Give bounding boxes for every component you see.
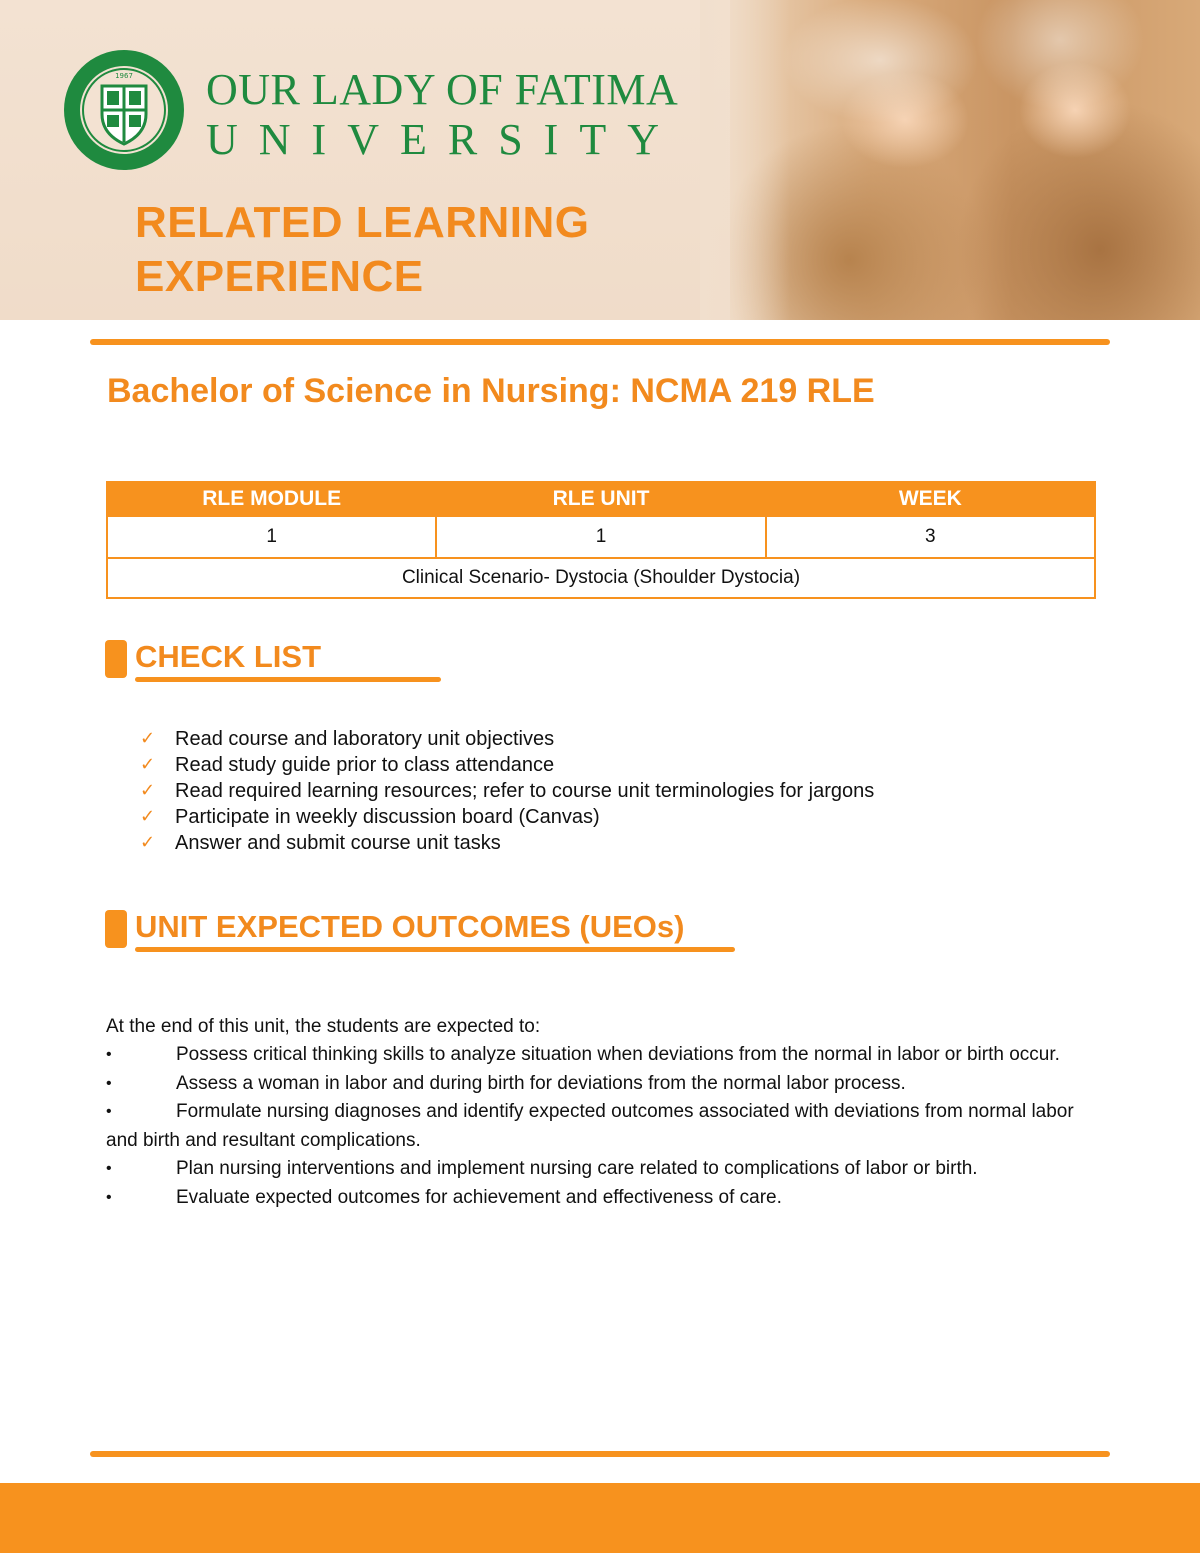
cell-week: 3 — [766, 516, 1095, 558]
ueo-item-text: Possess critical thinking skills to analyze situation when deviations from the normal in labor or birth occur. — [176, 1044, 1060, 1065]
footer-bar — [0, 1483, 1200, 1553]
ueo-item-text: Evaluate expected outcomes for achievement and effectiveness of care. — [176, 1186, 782, 1208]
university-name-line2: UNIVERSITY — [206, 115, 680, 164]
list-item — [106, 1041, 1106, 1070]
checklist-item-text: Read course and laboratory unit objectives — [175, 728, 555, 750]
bullet: • — [106, 1160, 112, 1177]
table-row — [107, 516, 1095, 558]
checklist-item-text: Participate in weekly discussion board (Canvas) — [175, 806, 600, 828]
list-item — [140, 752, 874, 778]
check-icon: ✓ — [140, 832, 156, 853]
nurses-photo — [730, 0, 1200, 320]
checklist-item-text: Read study guide prior to class attendance — [175, 754, 555, 776]
list-item — [140, 778, 874, 804]
rle-info-table — [106, 481, 1096, 599]
top-divider — [90, 339, 1110, 345]
bottom-divider — [90, 1451, 1110, 1457]
bullet: • — [106, 1188, 112, 1206]
heading-accent-bar — [105, 910, 127, 948]
ueo-item-text: Assess a woman in labor and during birth for deviations from the normal labor process. — [176, 1072, 906, 1094]
cell-rle-module: 1 — [107, 516, 436, 558]
checklist — [140, 726, 874, 856]
bullet: • — [106, 1046, 112, 1063]
list-item — [140, 830, 874, 856]
heading-accent-bar — [105, 640, 127, 678]
course-title: Bachelor of Science in Nursing: NCMA 219 RLE — [107, 372, 875, 410]
header-rle-module: RLE MODULE — [107, 482, 436, 516]
ueo-heading-label: UNIT EXPECTED OUTCOMES (UEOs) — [135, 909, 685, 944]
list-item — [140, 726, 874, 752]
header-rle-unit: RLE UNIT — [436, 482, 765, 516]
list-item — [140, 804, 874, 830]
checklist-heading-label: CHECK LIST — [135, 639, 321, 674]
ueo-item-text: Plan nursing interventions and implement nursing care related to complications of labor or birth. — [176, 1158, 978, 1179]
ueo-item-text: Formulate nursing diagnoses and identify expected outcomes associated with deviations from normal labor and birth and resultant complications. — [106, 1101, 1074, 1151]
check-icon: ✓ — [140, 728, 156, 749]
checklist-item-text: Answer and submit course unit tasks — [175, 832, 501, 854]
header-banner — [0, 0, 1200, 320]
table-header-row — [107, 482, 1095, 516]
table-row-scenario — [107, 558, 1095, 598]
heading-underline — [135, 677, 441, 682]
banner-title: RELATED LEARNING EXPERIENCE — [135, 198, 590, 301]
bullet: • — [106, 1074, 112, 1092]
check-icon: ✓ — [140, 780, 156, 801]
check-icon: ✓ — [140, 754, 156, 775]
university-seal-icon — [62, 48, 186, 172]
header-week: WEEK — [766, 482, 1095, 516]
ueo-list — [106, 1041, 1106, 1212]
svg-text:1967: 1967 — [115, 72, 133, 80]
cell-rle-unit: 1 — [436, 516, 765, 558]
checklist-item-text: Read required learning resources; refer to course unit terminologies for jargons — [175, 780, 875, 802]
list-item — [106, 1070, 1106, 1099]
check-icon: ✓ — [140, 806, 156, 827]
ueo-intro: At the end of this unit, the students are expected to: — [106, 1016, 541, 1037]
university-name: OUR LADY OF FATIMA — [206, 65, 679, 114]
list-item — [106, 1184, 1106, 1213]
list-item — [106, 1098, 1106, 1155]
cell-clinical-scenario: Clinical Scenario- Dystocia (Shoulder Dystocia) — [107, 558, 1095, 598]
list-item — [106, 1155, 1106, 1184]
bullet: • — [106, 1103, 112, 1120]
heading-underline — [135, 947, 735, 952]
